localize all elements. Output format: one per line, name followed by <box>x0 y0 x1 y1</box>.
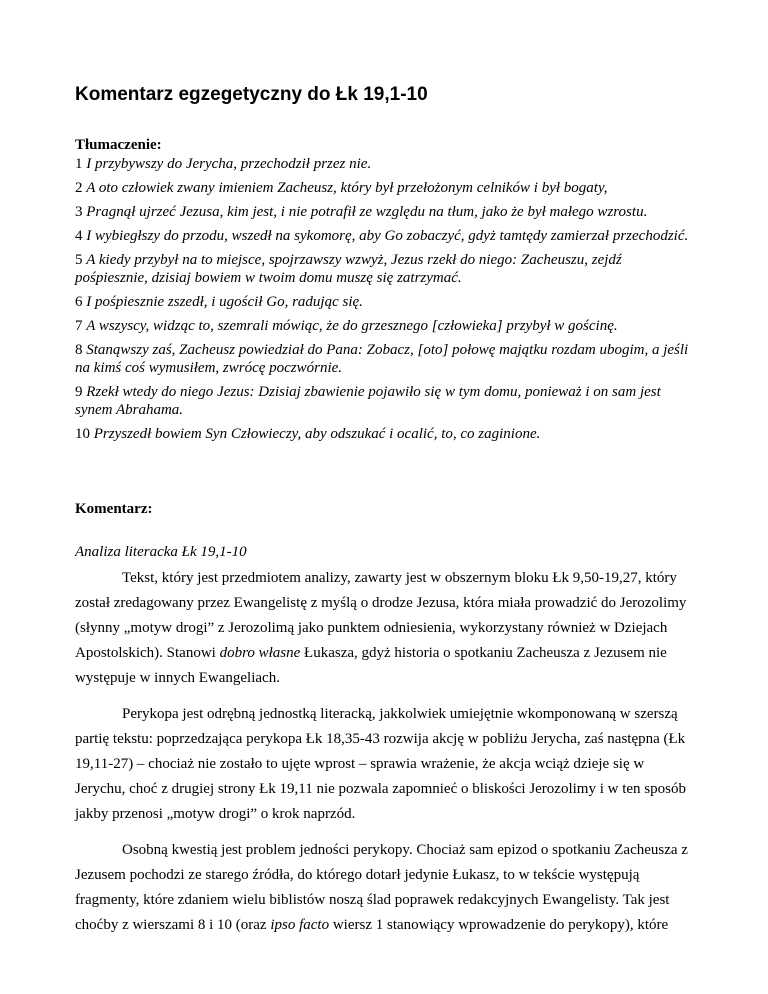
verse-item <box>75 293 695 311</box>
verse-text: I przybywszy do Jerycha, przechodził przez nie. <box>86 156 372 172</box>
emphasis-text: ipso facto <box>270 917 330 933</box>
verse-number: 7 <box>75 318 83 334</box>
verse-text: A kiedy przybył na to miejsce, spojrzawszy wzwyż, Jezus rzekł do niego: Zacheuszu, zejdź pośpiesznie, dzisiaj bowiem w twoim domu muszę się zatrzymać. <box>75 252 622 286</box>
verse-number: 5 <box>75 252 83 268</box>
verse-number: 6 <box>75 294 83 310</box>
document-title: Komentarz egzegetyczny do Łk 19,1-10 <box>75 84 428 105</box>
verse-text: Pragnął ujrzeć Jezusa, kim jest, i nie potrafił ze względu na tłum, jako że był małego wzrostu. <box>86 204 648 220</box>
verse-number: 4 <box>75 228 83 244</box>
verse-item <box>75 179 695 197</box>
verse-number: 8 <box>75 342 83 358</box>
body-paragraph <box>75 702 695 827</box>
commentary-body <box>75 566 695 949</box>
verse-list <box>75 155 695 449</box>
verse-number: 1 <box>75 156 83 172</box>
verse-item <box>75 383 695 419</box>
verse-item <box>75 341 695 377</box>
body-paragraph <box>75 566 695 691</box>
verse-text: I pośpiesznie zszedł, i ugościł Go, radując się. <box>86 294 363 310</box>
verse-number: 9 <box>75 384 83 400</box>
verse-item <box>75 251 695 287</box>
verse-text: A oto człowiek zwany imieniem Zacheusz, który był przełożonym celników i był bogaty, <box>86 180 608 196</box>
verse-number: 3 <box>75 204 83 220</box>
verse-item <box>75 203 695 221</box>
emphasis-text: dobro własne <box>219 645 301 661</box>
verse-number: 10 <box>75 426 90 442</box>
verse-text: Rzekł wtedy do niego Jezus: Dzisiaj zbawienie pojawiło się w tym domu, ponieważ i on sam jest synem Abrahama. <box>75 384 661 418</box>
paragraph-text: Osobną kwestią jest problem jedności perykopy. Chociaż sam epizod o spotkaniu Zacheusza z Jezusem pochodzi ze starego źródła, do którego dotarł jedynie Łukasz, to w tekście występują fragmenty, które zdaniem wielu biblistów noszą ślad poprawek redakcyjnych Ewangelisty. Tak jest choćby z wierszami 8 i 10 (oraz <box>75 842 688 933</box>
verse-item <box>75 317 695 335</box>
verse-text: I wybiegłszy do przodu, wszedł na sykomorę, aby Go zobaczyć, gdyż tamtędy zamierzał przechodzić. <box>86 228 689 244</box>
verse-item <box>75 227 695 245</box>
paragraph-text: wiersz 1 stanowiący wprowadzenie do perykopy), które <box>329 917 669 933</box>
verse-number: 2 <box>75 180 83 196</box>
commentary-heading: Komentarz: <box>75 501 153 517</box>
verse-text: Stanąwszy zaś, Zacheusz powiedział do Pana: Zobacz, [oto] połowę majątku rozdam ubogim, a jeśli na kimś coś wymusiłem, zwrócę poczwórnie. <box>75 342 689 376</box>
paragraph-text: Łukasza, gdyż historia o spotkaniu Zacheusza z Jezusem nie występuje w innych Ewangeliach. <box>75 645 667 686</box>
verse-text: A wszyscy, widząc to, szemrali mówiąc, że do grzesznego [człowieka] przybył w gościnę. <box>86 318 618 334</box>
body-paragraph <box>75 838 695 938</box>
verse-item <box>75 425 695 443</box>
translation-heading: Tłumaczenie: <box>75 137 162 153</box>
section-subheading: Analiza literacka Łk 19,1-10 <box>75 544 247 560</box>
paragraph-text: Tekst, który jest przedmiotem analizy, zawarty jest w obszernym bloku Łk 9,50-19,27, który został zredagowany przez Ewangelistę z myślą o drodze Jezusa, która miała prowadzić do Jerozolimy (słynny „motyw drogi” z Jerozolimą jako punktem odniesienia, wykorzystany również w Dziejach Apostolskich). Stanowi <box>75 570 687 661</box>
verse-text: Przyszedł bowiem Syn Człowieczy, aby odszukać i ocalić, to, co zaginione. <box>93 426 541 442</box>
verse-item <box>75 155 695 173</box>
paragraph-text: Perykopa jest odrębną jednostką literacką, jakkolwiek umiejętnie wkomponowaną w szerszą partię tekstu: poprzedzająca perykopa Łk 18,35-43 rozwija akcję w pobliżu Jerycha, zaś następna (Łk 19,11-27) – chociaż nie zostało to ujęte wprost – sprawia wrażenie, że akcja wciąż dzieje się w Jerychu, choć z drugiej strony Łk 19,11 nie pozwala zapomnieć o bliskości Jerozolimy i w ten sposób jakby przenosi „motyw drogi” o krok naprzód. <box>75 706 686 822</box>
